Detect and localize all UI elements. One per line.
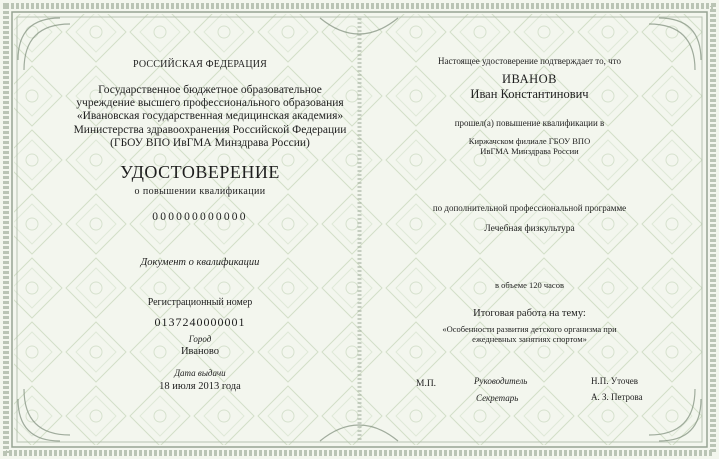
serial-number: 000000000000 xyxy=(152,211,248,223)
program-label: по дополнительной профессиональной программе xyxy=(432,203,627,213)
branch-line: Киржачском филиале ГБОУ ВПО xyxy=(468,136,591,146)
institution-line: учреждение высшего профессионального образования xyxy=(76,97,344,110)
registration-number: 0137240000001 xyxy=(154,315,246,329)
document-subtitle: о повышении квалификации xyxy=(134,186,266,197)
branch-name xyxy=(360,137,699,156)
document-title: УДОСТОВЕРЕНИЕ xyxy=(120,162,280,182)
registration-label: Регистрационный номер xyxy=(147,297,253,308)
head-name: Н.П. Уточев xyxy=(591,376,638,386)
secretary-name: А. З. Петрова xyxy=(591,392,643,402)
intro-text: Настоящее удостоверение подтверждает то, что xyxy=(438,56,621,66)
program-volume: в объеме 120 часов xyxy=(495,280,564,290)
institution-name xyxy=(10,84,410,150)
passed-text: прошел(а) повышение квалификации в xyxy=(454,118,605,128)
institution-line: Государственное бюджетное образовательное xyxy=(98,84,322,96)
institution-line: (ГБОУ ВПО ИвГМА Минздрава России) xyxy=(110,136,310,149)
secretary-label: Секретарь xyxy=(476,393,519,403)
right-page xyxy=(360,0,719,459)
issue-date: 18 июля 2013 года xyxy=(159,381,241,392)
institution-line: Министерства здравоохранения Российской Федерации xyxy=(73,123,347,136)
final-work-line: «Особенности развития детского организма при xyxy=(442,324,617,334)
document-type: Документ о квалификации xyxy=(140,257,260,268)
final-work-title xyxy=(360,324,699,344)
seal-mark: М.П. xyxy=(416,379,437,389)
final-work-label: Итоговая работа на тему: xyxy=(473,308,586,319)
institution-line: «Ивановская государственная медицинская академия» xyxy=(76,110,344,123)
city-label: Город xyxy=(188,334,212,344)
city-value: Иваново xyxy=(180,346,220,357)
country-heading: РОССИЙСКАЯ ФЕДЕРАЦИЯ xyxy=(132,59,268,70)
branch-line: ИвГМА Минздрава России xyxy=(480,145,579,156)
issue-date-label: Дата выдачи xyxy=(174,368,226,378)
holder-surname: ИВАНОВ xyxy=(502,72,557,86)
final-work-line: ежедневных занятиях спортом» xyxy=(472,334,587,344)
holder-name: Иван Константинович xyxy=(470,87,589,101)
program-name: Лечебная физкультура xyxy=(484,224,575,234)
head-label: Руководитель xyxy=(474,376,528,386)
